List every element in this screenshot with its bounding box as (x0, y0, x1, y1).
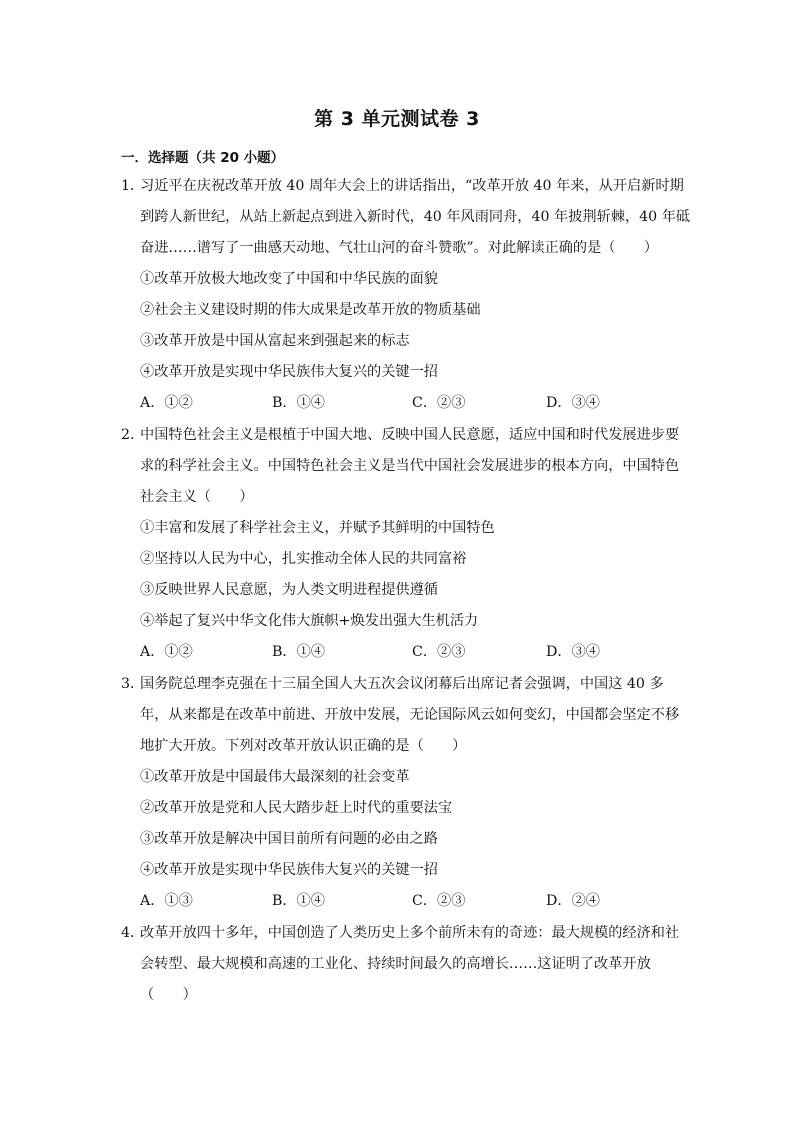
choice-d: D．③④ (546, 644, 600, 660)
choice-b: B．①④ (272, 644, 325, 660)
statement-option: ④举起了复兴中华文化伟大旗帜+焕发出强大生机活力 (140, 613, 479, 629)
statement-option: ②社会主义建设时期的伟大成果是改革开放的物质基础 (140, 302, 481, 318)
section-heading: 一．选择题（共 20 小题） (121, 150, 285, 166)
question-stem-line: 到跨人新世纪，从站上新起点到进入新时代，40 年风雨同舟，40 年披荆斩棘，40 年砥 (140, 209, 691, 225)
choice-b: B．①④ (272, 893, 325, 909)
statement-option: ③改革开放是中国从富起来到强起来的标志 (140, 333, 410, 349)
question-stem-line: 国务院总理李克强在十三届全国人大五次会议闭幕后出席记者会强调，中国这 40 多 (140, 676, 664, 692)
question-stem-line: （ ） (140, 987, 197, 1003)
statement-option: ③改革开放是解决中国目前所有问题的必由之路 (140, 831, 438, 847)
question-stem-line: 求的科学社会主义。中国特色社会主义是当代中国社会发展进步的根本方向，中国特色 (140, 458, 680, 474)
statement-option: ④改革开放是实现中华民族伟大复兴的关键一招 (140, 862, 438, 878)
question-number: 2． (121, 427, 145, 443)
question-number: 4． (121, 925, 145, 941)
choice-b: B．①④ (272, 395, 325, 411)
statement-option: ③反映世界人民意愿，为人类文明进程提供遵循 (140, 582, 438, 598)
choice-a: A．①② (140, 395, 193, 411)
question-stem-line: 改革开放四十多年，中国创造了人类历史上多个前所未有的奇迹：最大规模的经济和社 (140, 925, 680, 941)
question-stem-line: 地扩大开放。下列对改革开放认识正确的是（ ） (140, 738, 467, 754)
question-number: 1． (121, 178, 145, 194)
answer-choices (140, 642, 660, 662)
choice-a: A．①② (140, 644, 193, 660)
choice-d: D．②④ (546, 893, 600, 909)
statement-option: ④改革开放是实现中华民族伟大复兴的关键一招 (140, 364, 438, 380)
answer-choices (140, 393, 660, 413)
statement-option: ①改革开放是中国最伟大最深刻的社会变革 (140, 769, 410, 785)
question-stem-line: 会转型、最大规模和高速的工业化、持续时间最久的高增长……这证明了改革开放 (140, 956, 651, 972)
question-stem-line: 中国特色社会主义是根植于中国大地、反映中国人民意愿，适应中国和时代发展进步要 (140, 427, 680, 443)
choice-c: C．②③ (412, 395, 466, 411)
statement-option: ②改革开放是党和人民大踏步赶上时代的重要法宝 (140, 800, 453, 816)
question-number: 3． (121, 676, 145, 692)
question-stem-line: 年，从来都是在改革中前进、开放中发展，无论国际风云如何变幻，中国都会坚定不移 (140, 707, 680, 723)
question-stem-line: 奋进……谱写了一曲感天动地、气壮山河的奋斗赞歌”。对此解读正确的是（ ） (140, 240, 659, 256)
choice-a: A．①③ (140, 893, 193, 909)
exam-title: 第 3 单元测试卷 3 (314, 108, 480, 130)
choice-c: C．②③ (412, 644, 466, 660)
statement-option: ②坚持以人民为中心，扎实推动全体人民的共同富裕 (140, 551, 467, 567)
choice-d: D．③④ (546, 395, 600, 411)
statement-option: ①丰富和发展了科学社会主义，并赋予其鲜明的中国特色 (140, 520, 495, 536)
answer-choices (140, 891, 660, 911)
choice-c: C．②③ (412, 893, 466, 909)
question-stem-line: 习近平在庆祝改革开放 40 周年大会上的讲话指出，“改革开放 40 年来，从开启新时期 (140, 178, 684, 194)
statement-option: ①改革开放极大地改变了中国和中华民族的面貌 (140, 271, 438, 287)
question-stem-line: 社会主义（ ） (140, 489, 254, 505)
